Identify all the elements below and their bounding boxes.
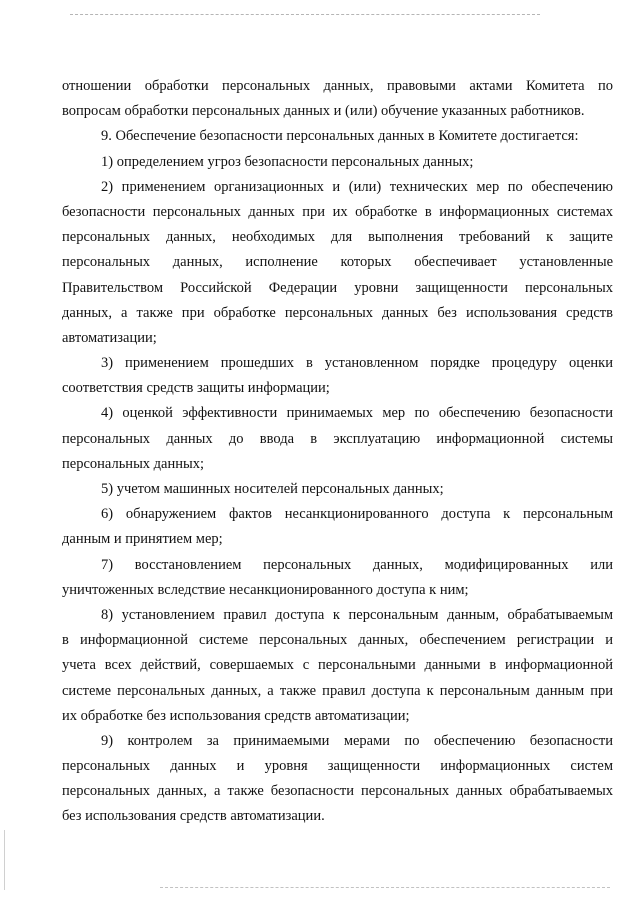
text-line: их обработке без использования средств автоматизации; [62,707,410,724]
paragraph [62,124,613,149]
text-line: персональных данных, исполнение которых обеспечивает установленные [62,254,613,271]
text-line: 6) обнаружением фактов несанкционированного доступа к персональным [101,506,613,523]
text-line: 3) применением прошедших в установленном порядке процедуру оценки [101,355,613,372]
paragraph [62,401,613,477]
text-line: без использования средств автоматизации. [62,808,325,825]
text-line: 5) учетом машинных носителей персональных данных; [101,481,444,497]
text-line: 9) контролем за принимаемыми мерами по обеспечению безопасности [101,732,613,749]
text-line: автоматизации; [62,329,157,346]
paragraph [62,553,613,603]
paragraph [62,477,613,502]
text-line: учета всех действий, совершаемых с персональными данными в информационной [62,657,613,674]
text-line: 2) применением организационных и (или) технических мер по обеспечению [101,178,613,195]
scan-artifact-top [70,14,540,15]
text-line: отношении обработки персональных данных, правовыми актами Комитета по [62,78,613,94]
text-line: данных, а также при обработке персональных данных без использования средств [62,304,613,321]
text-line: 1) определением угроз безопасности персональных данных; [101,153,474,170]
text-line: данным и принятием мер; [62,531,223,548]
text-line: 7) восстановлением персональных данных, модифицированных или [101,556,613,573]
text-line: персональных данных, необходимых для выполнения требований к защите [62,229,613,246]
text-line: вопросам обработки персональных данных и (или) обучение указанных работников. [62,103,585,120]
text-line: соответствия средств защиты информации; [62,380,330,397]
text-line: персональных данных; [62,455,205,472]
paragraph [62,175,613,351]
paragraph [62,74,613,124]
scan-artifact-bottom [160,887,610,888]
paragraph [62,351,613,401]
paragraph [62,729,613,830]
text-line: 4) оценкой эффективности принимаемых мер по обеспечению безопасности [101,405,613,422]
text-line: безопасности персональных данных при их обработке в информационных системах [62,203,613,220]
text-line: персональных данных, а также безопасности персональных данных обрабатываемых [62,783,613,800]
paragraph [62,502,613,552]
paragraph [62,603,613,729]
paragraph [62,150,613,175]
text-line: персональных данных и уровня защищенности информационных систем [62,758,613,775]
text-line: уничтоженных вследствие несанкционированного доступа к ним; [62,581,469,598]
text-line: в информационной системе персональных данных, обеспечением регистрации и [62,632,613,649]
text-line: 9. Обеспечение безопасности персональных данных в Комитете достигается: [101,128,579,145]
document-body [62,74,613,830]
text-line: 8) установлением правил доступа к персональным данным, обрабатываемым [101,606,613,623]
text-line: Правительством Российской Федерации уровни защищенности персональных [62,279,613,296]
text-line: персональных данных до ввода в эксплуатацию информационной системы [62,430,613,447]
text-line: системе персональных данных, а также правил доступа к персональным данным при [62,682,613,699]
scan-artifact-left [4,830,5,890]
